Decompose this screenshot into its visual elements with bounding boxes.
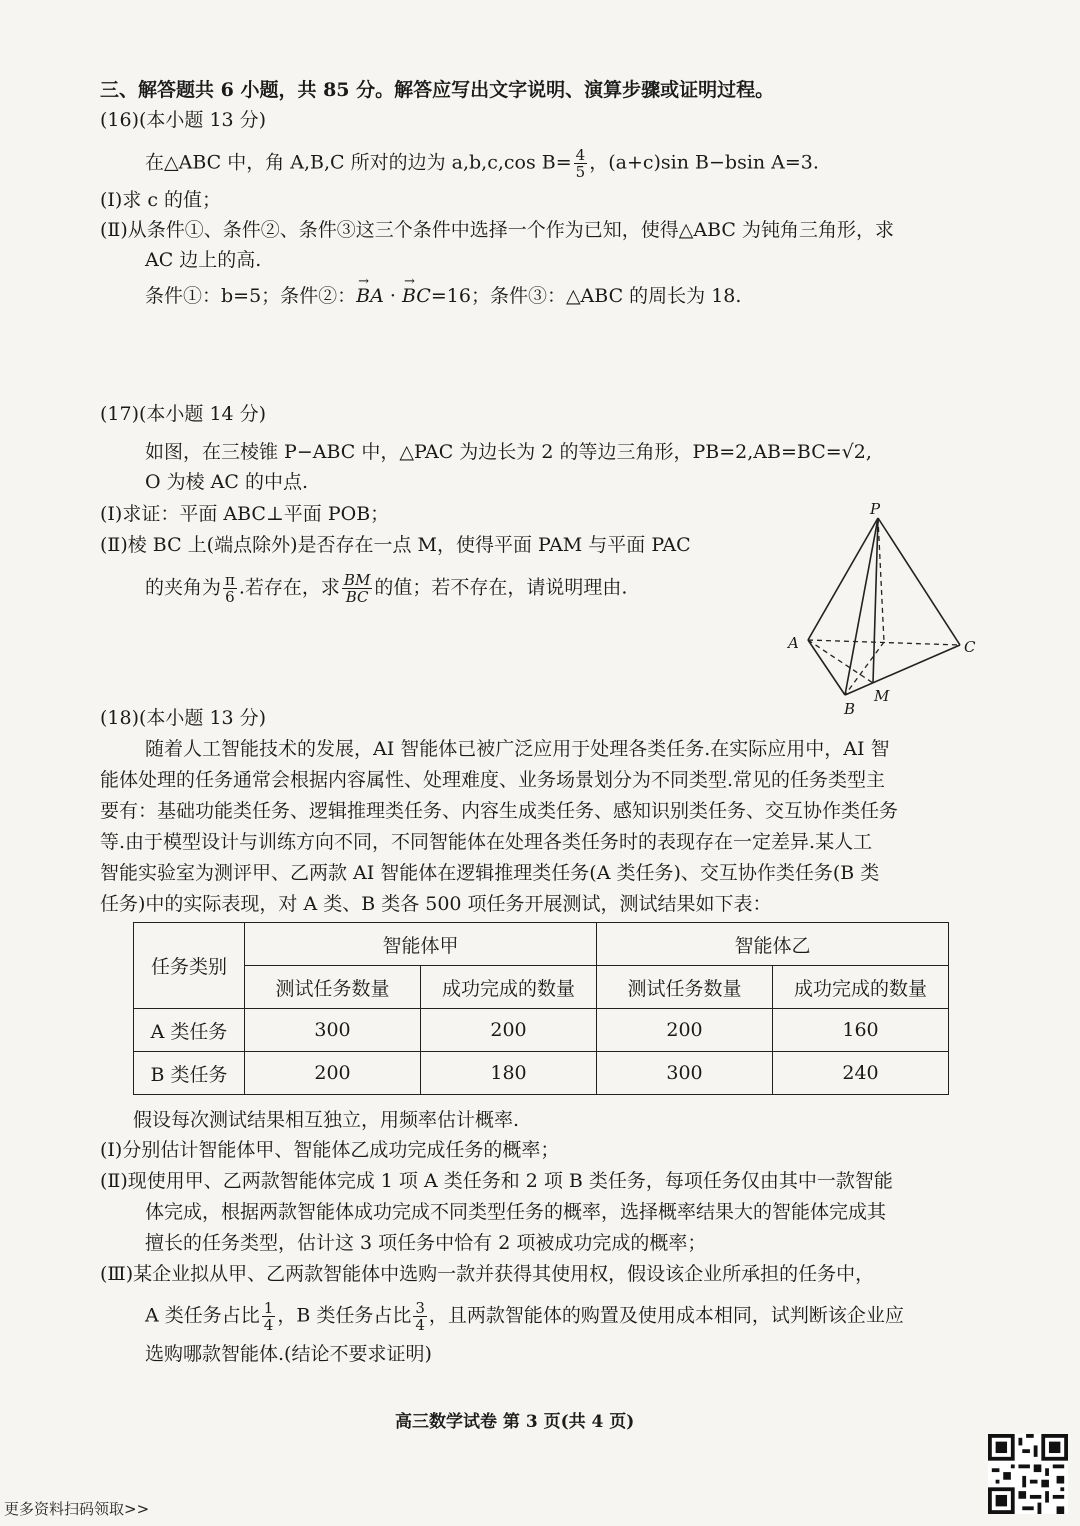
cell-a-success: 200 [421, 1009, 597, 1052]
q18-para-line: 等.由于模型设计与训练方向不同，不同智能体在处理各类任务时的表现存在一定差异.某人工 [100, 831, 873, 853]
ratio-fraction [342, 572, 372, 605]
subheader-b-tested: 测试任务数量 [597, 966, 773, 1009]
cond-b: =16；条件③：△ABC 的周长为 18. [430, 285, 742, 307]
q17-heading: (17)(本小题 14 分) [100, 403, 267, 425]
promo-link[interactable]: 更多资料扫码领取>> [4, 1500, 150, 1518]
angle-den: 6 [225, 588, 235, 606]
cell-b-tested: 300 [597, 1052, 773, 1095]
fb-num: 3 [415, 1299, 425, 1317]
header-agent-a: 智能体甲 [245, 923, 597, 966]
results-table [133, 922, 949, 1095]
page-footer: 高三数学试卷 第 3 页(共 4 页) [395, 1412, 635, 1432]
a-share-label: A 类任务占比 [145, 1304, 260, 1327]
edge-pa [808, 518, 878, 640]
q16-part2-line1: (Ⅱ)从条件①、条件②、条件③这三个条件中选择一个作为已知，使得△ABC 为钝角三角形，求 [100, 219, 894, 241]
angle-fraction [223, 572, 237, 605]
table-header-row [134, 923, 949, 966]
q16-conditions [145, 284, 741, 308]
q16-stem [145, 147, 819, 180]
ratio-den: BC [345, 588, 369, 606]
q17-stem-line1: 如图，在三棱锥 P−ABC 中，△PAC 为边长为 2 的等边三角形，PB=2,AB=BC=√2, [145, 441, 872, 463]
q16-part1: (Ⅰ)求 c 的值； [100, 189, 222, 211]
cell-b-tested: 200 [597, 1009, 773, 1052]
q16-stem-b: ，(a+c)sin B−bsin A=3. [589, 151, 819, 174]
row-label: A 类任务 [134, 1009, 245, 1052]
q18-part2-line2: 体完成，根据两款智能体成功完成不同类型任务的概率，选择概率结果大的智能体完成其 [145, 1201, 887, 1223]
q17-part2-line1: (Ⅱ)棱 BC 上(端点除外)是否存在一点 M，使得平面 PAM 与平面 PAC [100, 534, 691, 556]
q16-heading: (16)(本小题 13 分) [100, 109, 267, 131]
edge-pc [878, 518, 960, 645]
edge-bc [845, 645, 960, 695]
ratio-prefix: .若存在，求 [238, 576, 340, 599]
subheader-a-success: 成功完成的数量 [421, 966, 597, 1009]
row-label: B 类任务 [134, 1052, 245, 1095]
q18-para-line: 随着人工智能技术的发展，AI 智能体已被广泛应用于处理各类任务.在实际应用中，AI 智 [145, 738, 890, 760]
q18-part3-line3: 选购哪款智能体.(结论不要求证明) [145, 1343, 432, 1365]
vec-dot: · [383, 285, 402, 307]
q18-part3-line2 [145, 1300, 904, 1333]
q18-heading: (18)(本小题 13 分) [100, 707, 267, 729]
q17-part1: (Ⅰ)求证：平面 ABC⊥平面 POB； [100, 503, 390, 525]
q18-part1: (Ⅰ)分别估计智能体甲、智能体乙成功完成任务的概率； [100, 1139, 560, 1161]
angle-num: π [225, 571, 235, 589]
table-row [134, 1052, 949, 1095]
q17-stem-line2: O 为棱 AC 的中点. [145, 471, 308, 493]
table-subheader-row [134, 966, 949, 1009]
q18-para-line: 任务)中的实际表现，对 A 类、B 类各 500 项任务开展测试，测试结果如下表： [100, 893, 772, 915]
header-agent-b: 智能体乙 [597, 923, 949, 966]
label-m: M [874, 687, 890, 705]
cond-a: 条件①：b=5；条件②： [145, 285, 357, 307]
frac-num: 4 [575, 146, 586, 164]
vector-bc: → BC [402, 284, 431, 308]
q18-part2-line3: 擅长的任务类型，估计这 3 项任务中恰有 2 项被成功完成的概率； [145, 1232, 707, 1254]
b-share-label: ，B 类任务占比 [277, 1304, 412, 1327]
label-c: C [964, 638, 976, 656]
edge-am-hidden [808, 640, 873, 683]
a-share-fraction [262, 1300, 276, 1333]
q18-part2-line1: (Ⅱ)现使用甲、乙两款智能体完成 1 项 A 类任务和 2 项 B 类任务，每项任务仅由其中一款智能 [100, 1170, 893, 1192]
subheader-b-success: 成功完成的数量 [773, 966, 949, 1009]
ratio-suffix: 的值；若不存在，请说明理由. [374, 576, 628, 599]
ratio-num: BM [343, 571, 371, 589]
fa-den: 4 [263, 1316, 274, 1334]
label-b: B [844, 700, 856, 718]
q18-para-line: 要有：基础功能类任务、逻辑推理类任务、内容生成类任务、感知识别类任务、交互协作类任务 [100, 800, 899, 822]
q16-stem-a: 在△ABC 中，角 A,B,C 所对的边为 a,b,c,cos B= [145, 151, 572, 174]
cos-b-fraction [574, 147, 588, 180]
section-header: 三、解答题共 6 小题，共 85 分。解答应写出文字说明、演算步骤或证明过程。 [100, 79, 775, 101]
table-row [134, 1009, 949, 1052]
part3-suffix: ，且两款智能体的购置及使用成本相同，试判断该企业应 [428, 1304, 904, 1327]
fb-den: 4 [415, 1316, 425, 1334]
label-p: P [870, 500, 881, 518]
cell-a-tested: 200 [245, 1052, 421, 1095]
q18-assumption: 假设每次测试结果相互独立，用频率估计概率. [133, 1109, 520, 1131]
cell-b-success: 240 [773, 1052, 949, 1095]
subheader-a-tested: 测试任务数量 [245, 966, 421, 1009]
angle-prefix: 的夹角为 [145, 576, 222, 599]
vector-ba: → BA [356, 284, 384, 308]
q18-para-line: 智能实验室为测评甲、乙两款 AI 智能体在逻辑推理类任务(A 类任务)、交互协作类任务(B 类 [100, 862, 880, 884]
header-task-category: 任务类别 [134, 923, 245, 1009]
q18-part3-line1: (Ⅲ)某企业拟从甲、乙两款智能体中选购一款并获得其使用权，假设该企业所承担的任务中， [100, 1263, 875, 1285]
edge-ab [808, 640, 845, 695]
q16-part2-line2: AC 边上的高. [145, 249, 262, 271]
cell-a-tested: 300 [245, 1009, 421, 1052]
tetrahedron-figure [770, 500, 1000, 720]
q18-para-line: 能体处理的任务通常会根据内容属性、处理难度、业务场景划分为不同类型.常见的任务类型主 [100, 769, 886, 791]
edge-po-hidden [878, 518, 884, 642]
cell-a-success: 180 [421, 1052, 597, 1095]
fa-num: 1 [263, 1299, 274, 1317]
cell-b-success: 160 [773, 1009, 949, 1052]
b-share-fraction [413, 1300, 427, 1333]
frac-den: 5 [575, 163, 586, 181]
label-a: A [788, 634, 799, 652]
q17-part2-line2 [145, 572, 627, 605]
qr-code-icon[interactable] [988, 1434, 1068, 1514]
